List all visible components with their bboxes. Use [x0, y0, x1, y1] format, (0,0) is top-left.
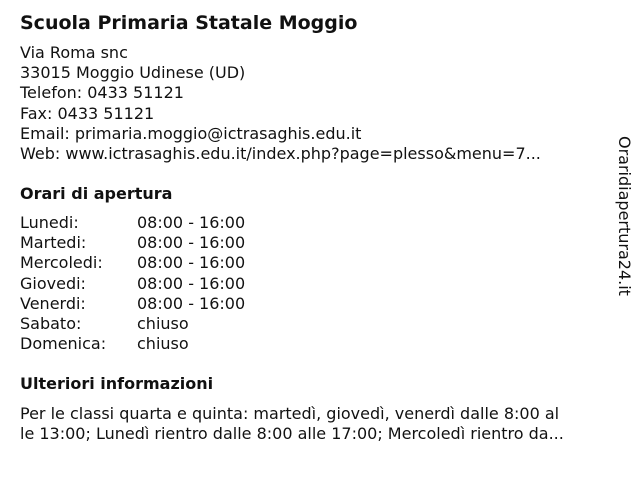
day-label: Domenica:: [20, 334, 107, 354]
page: [20, 0, 620, 480]
contact-info: [20, 43, 541, 164]
phone-text: Telefon: 0433 51121: [20, 83, 184, 103]
day-hours: 08:00 - 16:00: [137, 253, 246, 273]
table-row: [20, 253, 245, 273]
day-label: Martedi:: [20, 233, 87, 253]
day-hours: 08:00 - 16:00: [137, 233, 246, 253]
day-label: Mercoledi:: [20, 253, 103, 273]
web-text: Web: www.ictrasaghis.edu.it/index.php?page=plesso&menu=7...: [20, 144, 541, 164]
table-row: [20, 274, 245, 294]
email-text: Email: primaria.moggio@ictrasaghis.edu.it: [20, 123, 362, 143]
day-label: Sabato:: [20, 314, 82, 334]
table-row: [20, 314, 245, 334]
day-hours: chiuso: [137, 314, 189, 334]
page-title: Scuola Primaria Statale Moggio: [20, 12, 358, 34]
info-line: le 13:00; Lunedì rientro dalle 8:00 alle 17:00; Mercoledì rientro da...: [20, 424, 564, 444]
day-hours: 08:00 - 16:00: [137, 273, 246, 293]
day-label: Venerdi:: [20, 293, 86, 313]
hours-title: Orari di apertura: [20, 184, 173, 203]
day-hours: 08:00 - 16:00: [137, 293, 246, 313]
watermark: Oraridiapertura24.it: [615, 136, 634, 296]
table-row: [20, 294, 245, 314]
info-title: Ulteriori informazioni: [20, 374, 214, 393]
opening-hours-table: [20, 213, 245, 354]
info-line: Per le classi quarta e quinta: martedì, giovedì, venerdì dalle 8:00 al: [20, 404, 560, 423]
table-row: [20, 213, 245, 233]
table-row: [20, 233, 245, 253]
day-hours: chiuso: [137, 334, 189, 354]
day-hours: 08:00 - 16:00: [137, 213, 246, 232]
address-street: Via Roma snc: [20, 43, 128, 62]
table-row: [20, 334, 245, 354]
fax-text: Fax: 0433 51121: [20, 103, 155, 123]
info-text: [20, 404, 628, 444]
address-city: 33015 Moggio Udinese (UD): [20, 63, 246, 83]
day-label: Lunedi:: [20, 213, 79, 232]
day-label: Giovedi:: [20, 273, 86, 293]
